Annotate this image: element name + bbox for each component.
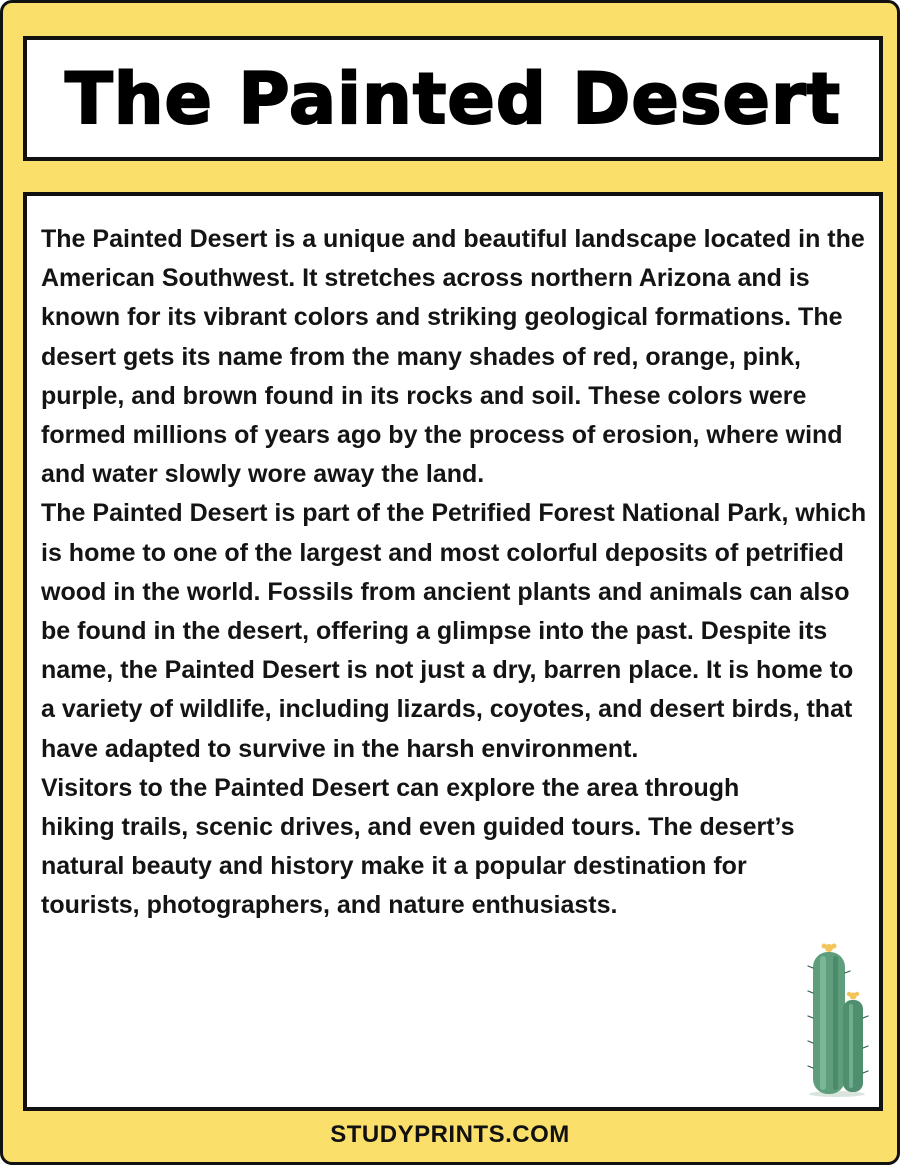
title-banner [23,36,883,161]
paragraph-1: The Painted Desert is a unique and beautiful landscape located in the American Southwest. It stretches across northern Arizona and is known for its vibrant colors and striking geological formations. The desert gets its name from the many shades of red, orange, pink, purple, and brown found in its rocks and soil. These colors were formed millions of years ago by the process of erosion, where wind and water slowly wore away the land. [41,225,865,489]
cactus-icon [803,938,871,1098]
article-panel [23,192,883,1111]
page-title: The Painted Desert [64,57,842,140]
paragraph-2: The Painted Desert is part of the Petrified Forest National Park, which is home to one of the largest and most colorful deposits of petrified wood in the world. Fossils from ancient plants and animals can also be found in the desert, offering a glimpse into the past. Despite its name, the Painted Desert is not just a dry, barren place. It is home to a variety of wildlife, including lizards, coyotes, and desert birds, that have adapted to survive in the harsh environment. [41,499,867,763]
paragraph-3: Visitors to the Painted Desert can explore the area through hiking trails, scenic drives, and even guided tours. The desert’s natural beauty and history make it a popular destination for tourists, photographers, and nature enthusiasts. [41,773,795,920]
article-text [41,220,871,926]
footer-site-name: STUDYPRINTS.COM [330,1121,570,1148]
